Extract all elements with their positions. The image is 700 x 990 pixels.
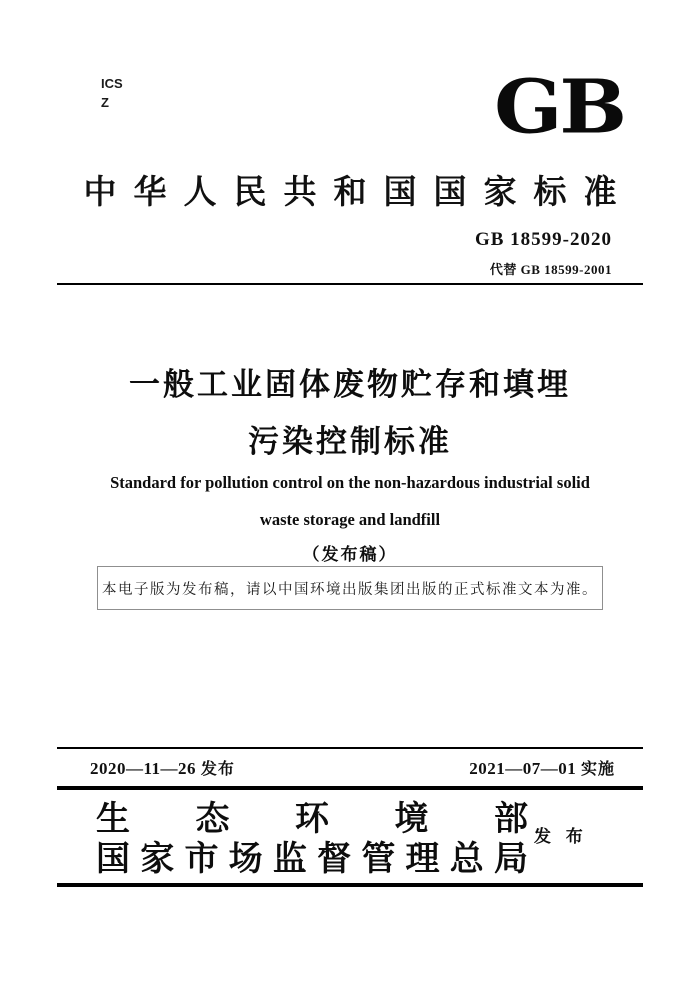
national-standard-heading: 中华人民共和国国家标准 <box>83 175 634 211</box>
gb-logo: GB <box>494 63 624 151</box>
issuer-ministry-of-ecology: 生 态 环 境 部 <box>96 800 528 838</box>
ics-classification <box>101 74 123 112</box>
issue-date-label: 发布 <box>200 761 235 778</box>
implementation-date-value: 2021—07—01 <box>469 759 577 778</box>
issuing-authorities <box>96 799 528 879</box>
title-chinese-line1: 一般工业固体废物贮存和填埋 <box>129 367 571 402</box>
draft-version-label: （发布稿） <box>302 545 398 564</box>
date-rule-top <box>57 747 643 749</box>
ics-label: ICS <box>101 76 123 91</box>
implementation-date <box>469 756 615 779</box>
issue-date <box>90 756 235 779</box>
title-english-line2: waste storage and landfill <box>259 510 441 529</box>
standard-number: GB 18599-2020 <box>474 229 612 250</box>
title-english-line1: Standard for pollution control on the non-hazardous industrial solid <box>110 473 590 492</box>
date-row <box>90 756 615 780</box>
edition-notice-text: 本电子版为发布稿，请以中国环境出版集团出版的正式标准文本为准。 <box>102 581 598 598</box>
date-rule-bottom <box>57 786 643 790</box>
implementation-date-label: 实施 <box>580 761 615 778</box>
replaces-note: 代替 GB 18599-2001 <box>489 262 612 277</box>
edition-notice-box <box>97 566 603 610</box>
header-rule <box>57 283 643 285</box>
publish-label: 发 布 <box>534 827 588 846</box>
title-chinese-line2: 污染控制标准 <box>248 424 452 459</box>
issuer-market-regulation-admin: 国 家 市 场 监 督 管 理 总 局 <box>96 840 528 878</box>
issue-date-value: 2020—11—26 <box>90 759 197 778</box>
ics-class-code: Z <box>101 95 109 110</box>
footer-rule <box>57 883 643 887</box>
